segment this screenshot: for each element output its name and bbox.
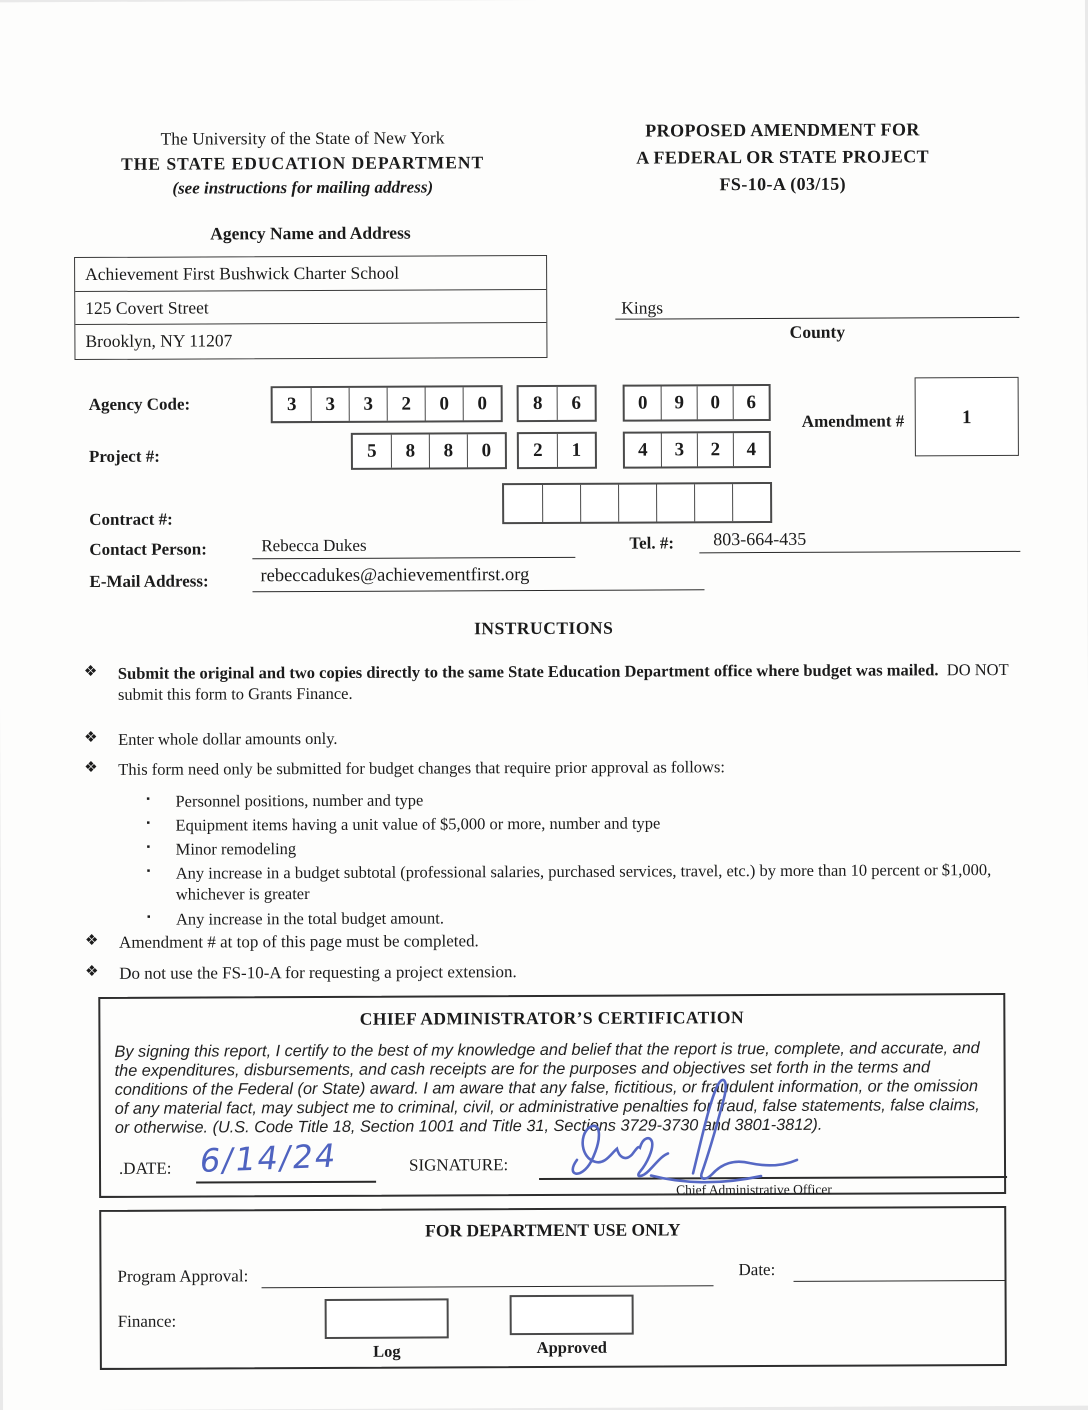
digit-cell (656, 484, 694, 521)
date-underline (196, 1181, 376, 1184)
amendment-number-box: 1 (915, 377, 1019, 456)
digit-cell: 6 (557, 387, 595, 420)
finance-log-box (325, 1298, 449, 1339)
digit-cell: 4 (733, 433, 769, 466)
diamond-bullet-icon: ❖ (84, 759, 98, 777)
finance-approved-box (510, 1295, 634, 1336)
digit-cell: 2 (533, 440, 543, 462)
digit-cell: 8 (391, 435, 429, 468)
agency-name-address-heading: Agency Name and Address (210, 222, 411, 244)
digit-cell (580, 485, 618, 522)
digit-cell: 6 (733, 386, 769, 419)
tel-label: Tel. #: (629, 533, 675, 553)
digit-cell: 3 (286, 394, 297, 416)
mailing-instructions-line: (see instructions for mailing address) (172, 177, 434, 198)
sub-bullet-item (146, 811, 1026, 836)
form-title-line1: PROPOSED AMENDMENT FOR (645, 119, 920, 141)
project-group-1 (351, 432, 507, 470)
contact-person-underline (252, 557, 575, 559)
amendment-number-label: Amendment # (801, 411, 905, 431)
digit-cell: 5 (367, 440, 377, 462)
digit-cell: 8 (532, 393, 543, 415)
contract-number-boxes (502, 482, 772, 524)
instructions-heading: INSTRUCTIONS (474, 617, 614, 639)
digit-cell: 8 (429, 434, 467, 467)
email-underline (253, 589, 705, 592)
digit-cell: 3 (661, 433, 697, 466)
department-use-box (99, 1206, 1007, 1370)
finance-approved-label: Approved (536, 1337, 607, 1358)
digit-cell (542, 485, 580, 522)
finance-log-label: Log (373, 1341, 401, 1361)
digit-cell (694, 484, 732, 521)
diamond-bullet-icon: ❖ (85, 963, 99, 981)
instruction-text: This form need only be submitted for budget changes that require prior approval as follows: (118, 757, 726, 779)
signature-label: SIGNATURE: (408, 1155, 509, 1175)
digit-cell: 0 (637, 392, 648, 414)
digit-cell: 0 (697, 386, 733, 419)
letterhead (117, 125, 487, 200)
digit-cell (618, 485, 656, 522)
diamond-bullet-icon: ❖ (84, 932, 99, 950)
digit-cell: 3 (311, 388, 349, 421)
agency-street-field: 125 Covert Street (75, 289, 546, 325)
county-value: Kings (621, 297, 664, 318)
project-group-3 (623, 431, 771, 469)
digit-cell: 3 (349, 388, 387, 421)
square-bullet-icon: ▪ (146, 793, 150, 805)
instruction-text: Do not use the FS-10-A for requesting a project extension. (119, 962, 517, 983)
finance-label: Finance: (117, 1311, 177, 1331)
agency-name-field: Achievement First Bushwick Charter School (75, 256, 546, 292)
square-bullet-icon: ▪ (146, 911, 151, 923)
department-use-heading: FOR DEPARTMENT USE ONLY (425, 1219, 681, 1241)
program-approval-label: Program Approval: (117, 1266, 249, 1286)
form-number: FS-10-A (03/15) (719, 173, 847, 195)
contact-person-value: Rebecca Dukes (261, 535, 367, 556)
form-title-block (587, 116, 977, 199)
digit-cell: 0 (463, 387, 501, 420)
sub-bullet-text: Personnel positions, number and type (175, 790, 424, 811)
contract-number-label: Contract #: (89, 509, 173, 529)
email-value: rebeccadukes@achievementfirst.org (260, 565, 530, 587)
agency-code-group-1 (271, 385, 503, 423)
tel-value: 803-664-435 (713, 528, 807, 550)
signer-title: Chief Administrative Officer (676, 1181, 832, 1198)
sub-bullet-item (147, 835, 1027, 860)
department-line: THE STATE EDUCATION DEPARTMENT (121, 152, 485, 174)
instruction-sub-bullets (146, 787, 1027, 932)
certification-heading: CHIEF ADMINISTRATOR’S CERTIFICATION (359, 1007, 745, 1029)
digit-cell: 1 (557, 434, 595, 467)
date-label: .DATE: (118, 1158, 172, 1178)
digit-cell: 0 (467, 434, 505, 467)
digit-cell (732, 484, 770, 521)
department-date-underline (794, 1280, 1006, 1282)
instruction-bullet-2 (84, 725, 1028, 751)
instruction-text: Enter whole dollar amounts only. (118, 728, 338, 749)
digit-cell: 4 (638, 439, 648, 461)
agency-code-label: Agency Code: (88, 394, 191, 414)
program-approval-underline (262, 1285, 714, 1288)
county-field (615, 296, 1019, 344)
sub-bullet-item (147, 859, 1027, 905)
agency-code-group-2 (517, 385, 597, 422)
department-date-label: Date: (738, 1259, 776, 1280)
diamond-bullet-icon: ❖ (84, 729, 98, 747)
instruction-text: Submit the original and two copies directly to the same State Education Department office where budget was mailed. DO NOT submit this form to Grants Finance. (117, 659, 1009, 705)
digit-cell: 9 (661, 386, 697, 419)
handwritten-signature (547, 1075, 808, 1194)
project-number-label: Project #: (88, 446, 160, 466)
diamond-bullet-icon: ❖ (83, 663, 98, 681)
sub-bullet-text: Minor remodeling (175, 839, 297, 859)
sub-bullet-item (147, 904, 1027, 929)
agency-city-field: Brooklyn, NY 11207 (85, 330, 233, 351)
certification-body: By signing this report, I certify to the best of my knowledge and belief that the report is true, complete, and accurate, and the expenditures, disbursements, and cash receipts are for the purposes and objectives set forth in the terms and conditions of the Federal (or State) award. I am aware that any false, fictitious, or fraudulent information, or the omission of any material fact, may subject me to criminal, civil, or administrative penalties for fraud, false statements, false claims, or otherwise. (U.S. Code Title 18, Section 1001 and Title 31, Sections 3729-3730 and 3801-3812). (114, 1039, 980, 1138)
project-group-2 (517, 432, 597, 469)
instruction-bullet-1 (84, 659, 1028, 706)
handwritten-date: 6/14/24 (197, 1136, 340, 1181)
sub-bullet-text: Equipment items having a unit value of $5,000 or more, number and type (175, 813, 661, 835)
instruction-text: Amendment # at top of this page must be completed. (118, 931, 479, 952)
university-line: The University of the State of New York (160, 127, 445, 149)
email-label: E-Mail Address: (89, 571, 209, 591)
square-bullet-icon: ▪ (146, 817, 151, 829)
sub-bullet-item (146, 787, 1026, 812)
square-bullet-icon: ▪ (146, 866, 151, 878)
sub-bullet-text: Any increase in the total budget amount. (175, 907, 445, 929)
instruction-bullet-5 (85, 959, 1029, 985)
county-label: County (789, 321, 846, 342)
digit-cell: 2 (387, 388, 425, 421)
agency-code-group-3 (623, 384, 771, 422)
instruction-bullet-3 (84, 755, 1028, 781)
digit-cell (504, 485, 542, 522)
digit-cell: 0 (425, 387, 463, 420)
square-bullet-icon: ▪ (146, 841, 151, 853)
agency-address-box (74, 255, 547, 360)
sub-bullet-text: Any increase in a budget subtotal (professional salaries, purchased services, travel, etc.) by more than 10 percent or $1,000, whichever is greater (175, 860, 992, 905)
instruction-bullet-4 (85, 928, 1029, 954)
tel-underline (699, 551, 1020, 553)
form-title-line2: A FEDERAL OR STATE PROJECT (636, 146, 930, 168)
contact-person-label: Contact Person: (89, 539, 207, 559)
digit-cell: 2 (697, 433, 733, 466)
